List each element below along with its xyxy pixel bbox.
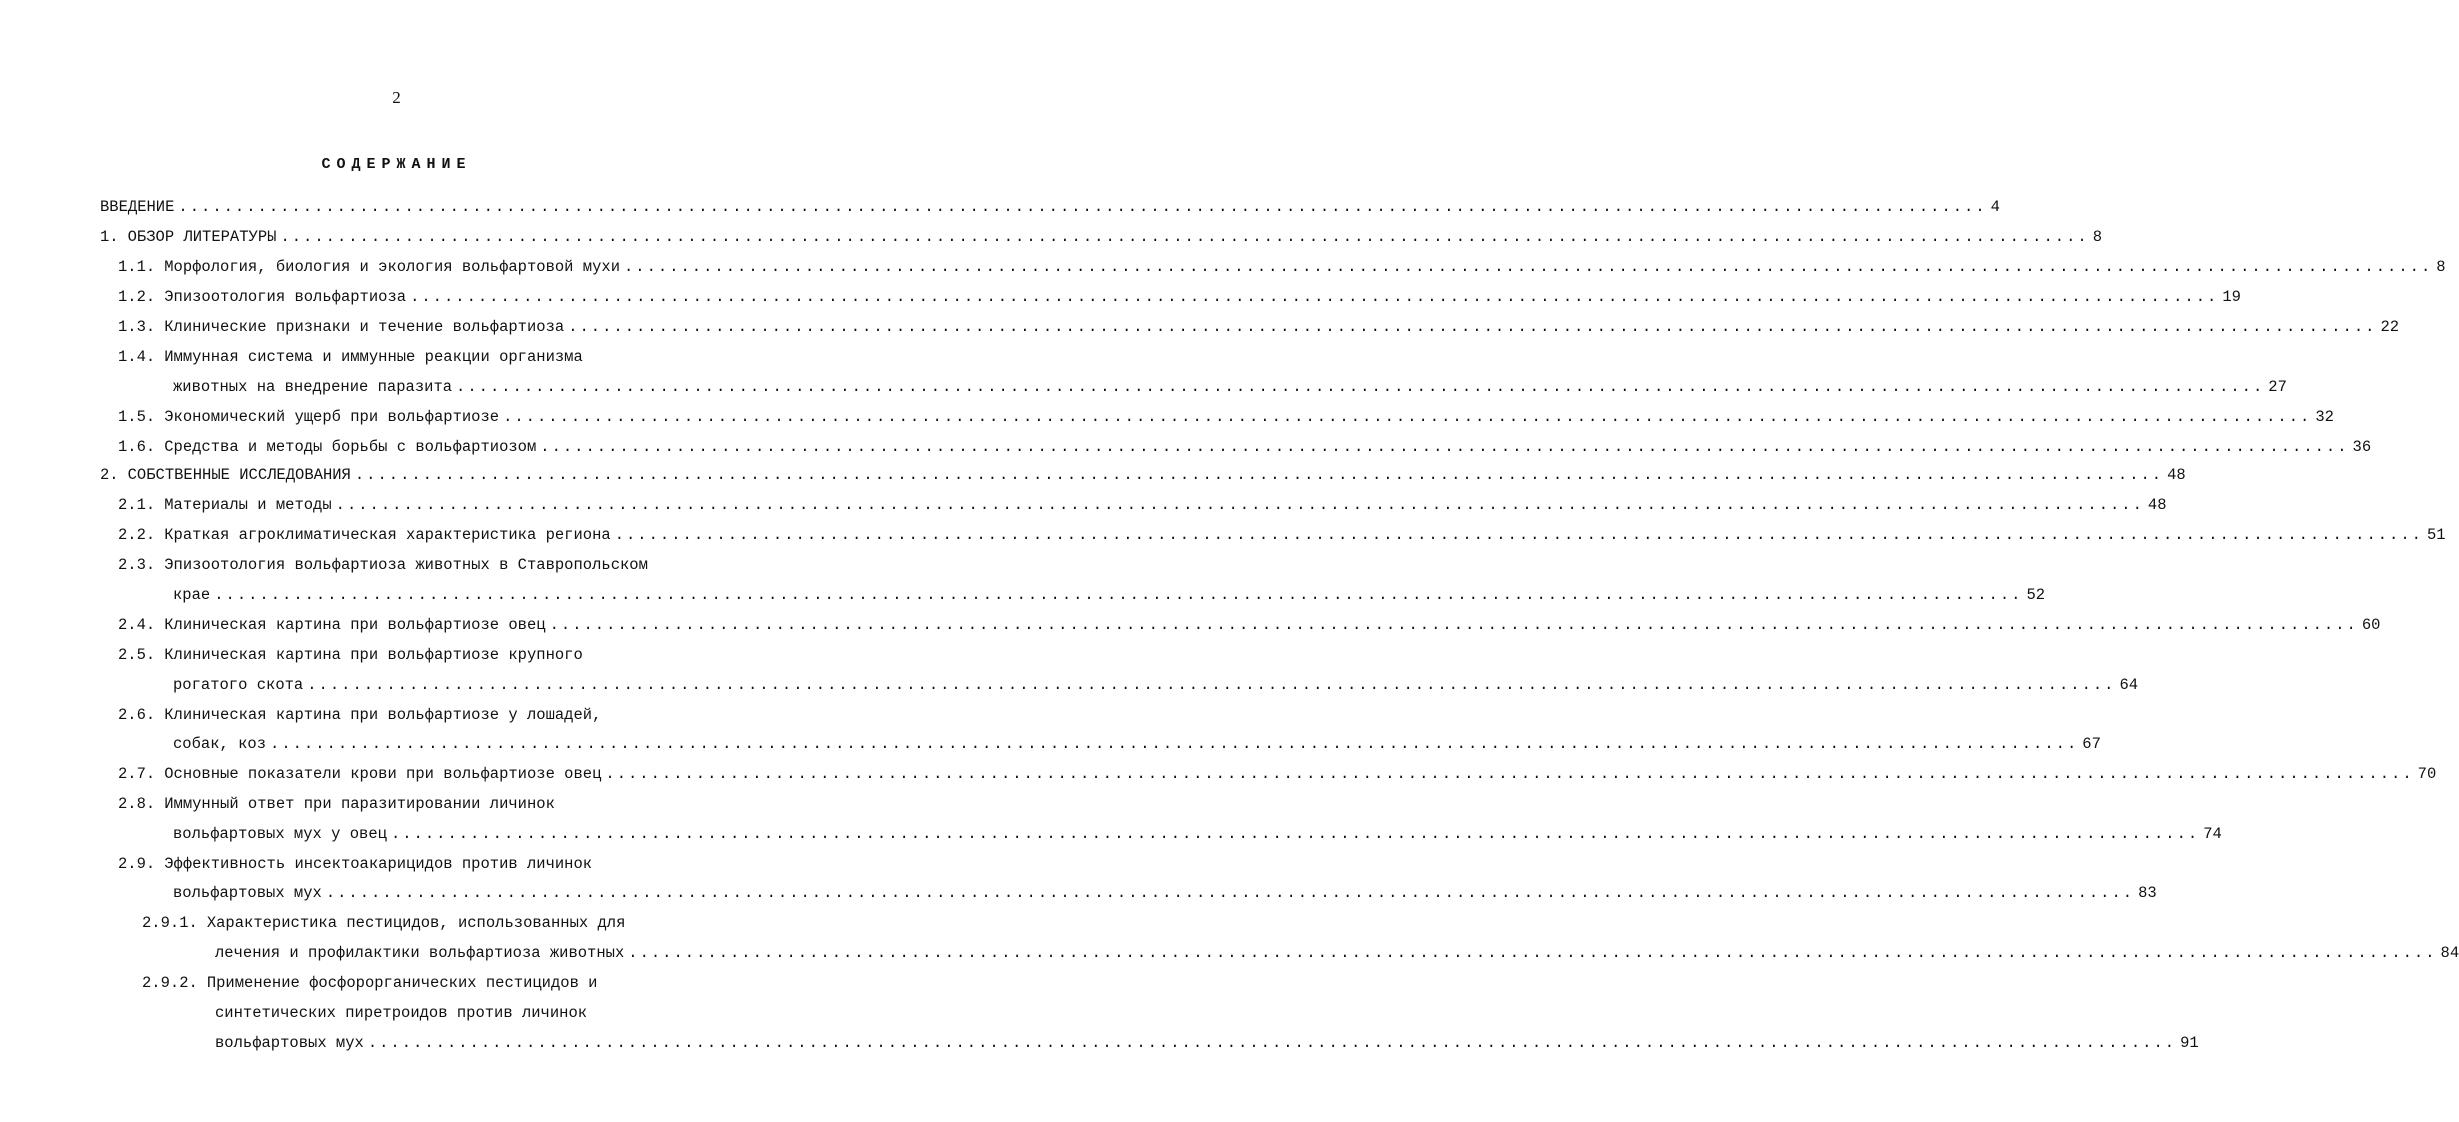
toc-section-number: 1.1.: [118, 258, 156, 276]
toc-page-number: 27: [2268, 378, 2287, 396]
toc-entry-text: Применение фосфорорганических пестицидов и: [206, 974, 598, 992]
leader-dots: ................................................................................................................................................................: [628, 944, 2437, 962]
toc-section-number: 2.9.: [118, 855, 156, 873]
toc-entry-2-9: [118, 855, 733, 877]
toc-section-number: 1.4.: [118, 348, 156, 366]
toc-entry-text: Эпизоотология вольфартиоза животных в Ставропольском: [164, 556, 648, 574]
toc-section-number: 2.6.: [118, 706, 156, 724]
toc-entry-2-8-continued: [173, 825, 2222, 847]
leader-dots: ................................................................................................................................................................: [270, 735, 2079, 753]
toc-page-number: 19: [2222, 288, 2241, 306]
leader-dots: ................................................................................................................................................................: [367, 1034, 2177, 1052]
leader-dots: ................................................................................................................................................................: [354, 466, 2164, 484]
toc-entry-text: Клинические признаки и течение вольфартиоза: [164, 318, 565, 336]
toc-page-number: 51: [2426, 526, 2446, 544]
leader-dots: ................................................................................................................................................................: [568, 318, 2377, 336]
leader-dots: ................................................................................................................................................................: [280, 228, 2089, 246]
toc-section-number: 1.: [100, 228, 119, 246]
toc-entry-text: Морфология, биология и экология вольфартовой мухи: [164, 258, 620, 276]
toc-entry-text: лечения и профилактики вольфартиоза животных: [215, 944, 625, 962]
toc-section-number: 2.: [100, 466, 119, 484]
leader-dots: ................................................................................................................................................................: [456, 378, 2265, 396]
toc-section-number: 1.3.: [118, 318, 156, 336]
toc-entry-text: Эффективность инсектоакарицидов против личинок: [164, 855, 593, 873]
toc-entry-text: Клиническая картина при вольфартиозе овец: [164, 616, 546, 634]
document-title: СОДЕРЖАНИЕ: [321, 156, 472, 173]
toc-entry-1: [100, 228, 2102, 250]
toc-entry-2-3: [118, 556, 733, 578]
toc-entry-text: Клиническая картина при вольфартиозе крупного: [164, 646, 583, 664]
toc-entry-text: СОБСТВЕННЫЕ ИССЛЕДОВАНИЯ: [127, 466, 351, 484]
toc-entry-1-6: [118, 438, 2372, 460]
toc-section-number: 1.2.: [118, 288, 156, 306]
leader-dots: ................................................................................................................................................................: [307, 676, 2116, 694]
toc-section-number: 2.4.: [118, 616, 156, 634]
toc-entry-2-5: [118, 646, 733, 668]
toc-entry-text: вольфартовых мух: [173, 884, 322, 902]
leader-dots: ................................................................................................................................................................: [549, 616, 2358, 634]
toc-section-number: 2.9.2.: [142, 974, 198, 992]
toc-entry-2-3-continued: [173, 586, 2046, 608]
toc-section-number: 2.7.: [118, 765, 156, 783]
toc-section-number: 2.9.1.: [142, 914, 198, 932]
toc-page-number: 22: [2380, 318, 2400, 336]
toc-page-number: 60: [2361, 616, 2381, 634]
toc-section-number: 2.5.: [118, 646, 156, 664]
toc-entry-1-3: [118, 318, 2400, 340]
toc-entry-2-6: [118, 706, 733, 728]
toc-entry-2-9-continued: [173, 884, 2157, 906]
toc-entry-text: вольфартовых мух у овец: [173, 825, 387, 843]
toc-entry-2-9-2: [142, 974, 733, 996]
toc-page-number: 36: [2352, 438, 2372, 456]
toc-entry-2-5-continued: [173, 676, 2139, 698]
toc-page-number: 48: [2167, 466, 2186, 484]
toc-section-number: 2.1.: [118, 496, 156, 514]
leader-dots: ................................................................................................................................................................: [335, 496, 2144, 514]
toc-entry-text: рогатого скота: [173, 676, 304, 694]
toc-entry-text: собак, коз: [173, 735, 267, 753]
toc-entry-text: Экономический ущерб при вольфартиозе: [164, 408, 500, 426]
toc-entry-text: ОБЗОР ЛИТЕРАТУРЫ: [127, 228, 277, 246]
toc-entry-1-4: [118, 348, 733, 370]
toc-entry-text: синтетических пиретроидов против личинок: [215, 1004, 588, 1022]
toc-section-number: 1.5.: [118, 408, 156, 426]
leader-dots: ................................................................................................................................................................: [390, 825, 2200, 843]
leader-dots: ................................................................................................................................................................: [325, 884, 2135, 902]
toc-entry-2-9-1-continued: [215, 944, 2459, 966]
toc-entry-text: Средства и методы борьбы с вольфартиозом: [164, 438, 537, 456]
page-number: 2: [392, 88, 401, 107]
leader-dots: ................................................................................................................................................................: [614, 526, 2423, 544]
toc-entry-text: Иммунный ответ при паразитировании личинок: [164, 795, 555, 813]
toc-entry-1-4-continued: [173, 378, 2287, 400]
toc-entry-2-4: [118, 616, 2381, 638]
toc-entry-2: [100, 466, 2186, 488]
leader-dots: ................................................................................................................................................................: [540, 438, 2349, 456]
toc-entry-2-8: [118, 795, 733, 817]
toc-entry-text: вольфартовых мух: [215, 1034, 364, 1052]
toc-entry-text: крае: [173, 586, 211, 604]
toc-page-number: 74: [2203, 825, 2222, 843]
toc-entry-text: животных на внедрение паразита: [173, 378, 453, 396]
toc-entry-text: Эпизоотология вольфартиоза: [164, 288, 407, 306]
toc-page-number: 70: [2417, 765, 2437, 783]
toc-entry-1-2: [118, 288, 2241, 310]
toc-entry-2-9-2-continued-2: [215, 1034, 2199, 1056]
toc-page-number: 48: [2147, 496, 2167, 514]
toc-page-number: 8: [2092, 228, 2102, 246]
toc-page-number: 83: [2138, 884, 2157, 902]
toc-entry-text: ВВЕДЕНИЕ: [100, 198, 175, 216]
leader-dots: ................................................................................................................................................................: [178, 198, 1987, 216]
toc-section-number: 1.6.: [118, 438, 156, 456]
toc-entry-text: Основные показатели крови при вольфартиозе овец: [164, 765, 602, 783]
toc-entry-2-2: [118, 526, 2446, 548]
toc-page-number: 52: [2026, 586, 2046, 604]
toc-page-number: 4: [1990, 198, 2000, 216]
toc-entry-1-1: [118, 258, 2446, 280]
toc-entry-2-7: [118, 765, 2437, 787]
leader-dots: ................................................................................................................................................................: [605, 765, 2414, 783]
toc-entry-1-5: [118, 408, 2334, 430]
toc-entry-text: Характеристика пестицидов, использованных для: [206, 914, 626, 932]
toc-page-number: 67: [2082, 735, 2101, 753]
leader-dots: ................................................................................................................................................................: [624, 258, 2433, 276]
toc-entry-2-6-continued: [173, 735, 2101, 757]
toc-page-number: 64: [2119, 676, 2139, 694]
leader-dots: ................................................................................................................................................................: [214, 586, 2023, 604]
toc-page-number: 84: [2440, 944, 2459, 962]
toc-section-number: 2.3.: [118, 556, 156, 574]
toc-entry-2-9-1: [142, 914, 733, 936]
toc-entry-2-9-2-continued: [215, 1004, 733, 1026]
toc-entry-text: Иммунная система и иммунные реакции организма: [164, 348, 583, 366]
toc-entry-text: Краткая агроклиматическая характеристика региона: [164, 526, 611, 544]
toc-entry-2-1: [118, 496, 2167, 518]
toc-page-number: 8: [2436, 258, 2446, 276]
toc-entry-text: Клиническая картина при вольфартиозе у лошадей,: [164, 706, 602, 724]
toc-entry-text: Материалы и методы: [164, 496, 332, 514]
toc-section-number: 2.8.: [118, 795, 156, 813]
toc-page-number: 91: [2180, 1034, 2199, 1052]
leader-dots: ................................................................................................................................................................: [410, 288, 2219, 306]
toc-section-number: 2.2.: [118, 526, 156, 544]
leader-dots: ................................................................................................................................................................: [503, 408, 2312, 426]
toc-page-number: 32: [2315, 408, 2334, 426]
toc-entry-introduction: [100, 198, 2000, 220]
